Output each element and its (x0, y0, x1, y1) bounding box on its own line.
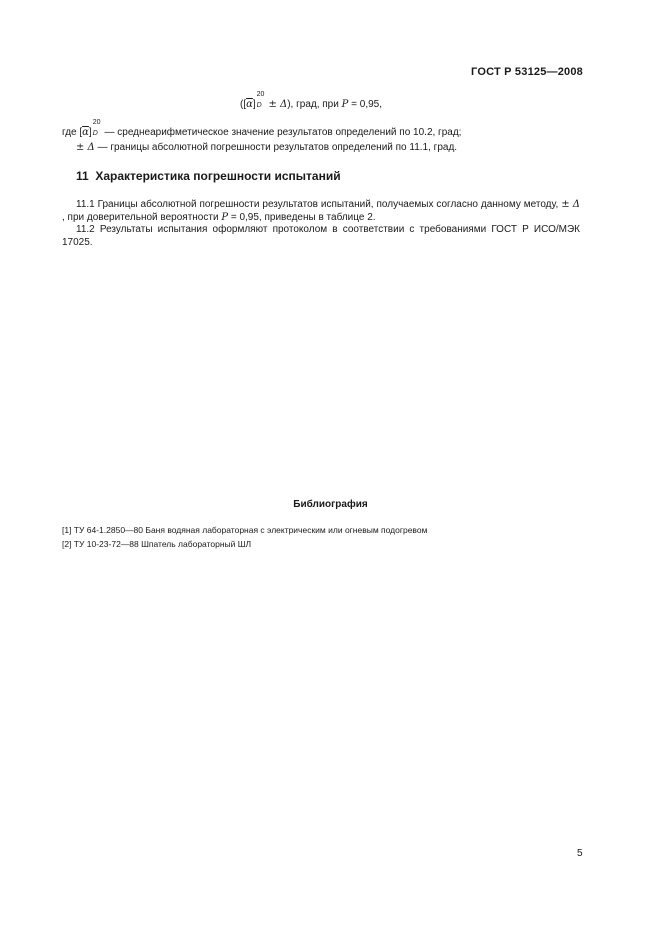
section-heading (76, 169, 341, 183)
where-alpha-symbol: $\overline{\alpha}$ (82, 127, 89, 138)
where-text: — среднеарифметическое значение результатов определений по 10.2, град; (101, 127, 462, 138)
formula-plus-minus-delta: ± Δ (268, 99, 288, 110)
bibliography-item: [2] ТУ 10-23-72—88 Шпатель лабораторный ШЛ (62, 539, 252, 549)
where-indices (92, 119, 102, 137)
paragraph-11-1-part1: 11.1 Границы абсолютной погрешности результатов испытаний, получаемых согласно данному методу, (76, 199, 562, 210)
section-title: Характеристика погрешности испытаний (95, 169, 341, 183)
alpha-symbol: $\overline{\alpha}$ (246, 99, 253, 110)
page-number: 5 (577, 848, 583, 859)
paragraph-11-2-text: 11.2 Результаты испытания оформляют протоколом в соответствии с требованиями ГОСТ Р ИСО/МЭК 17025. (62, 224, 580, 248)
standard-header: ГОСТ Р 53125—2008 (471, 66, 583, 78)
formula-close-bracket: ] (252, 99, 256, 110)
where-definition (62, 119, 462, 138)
delta-text: — границы абсолютной погрешности результатов определений по 11.1, град. (94, 142, 458, 153)
formula-superscript: 20 (256, 91, 265, 98)
where-prefix: где [ (62, 127, 83, 138)
formula-open: ([ (240, 99, 247, 110)
paragraph-11-1-p-variable: P (221, 211, 229, 223)
paragraph-11-1-part2: , при доверительной вероятности (62, 211, 222, 223)
delta-symbol: ± Δ (76, 142, 95, 153)
formula-p-value: = 0,95, (348, 99, 382, 110)
formula-indices (256, 91, 266, 109)
formula-subscript: D (256, 102, 262, 109)
bibliography-item: [1] ТУ 64-1.2850—80 Баня водяная лабораторная с электрическим или огневым подогревом (62, 525, 428, 535)
where-subscript: D (92, 130, 98, 137)
where-superscript: 20 (92, 119, 101, 126)
paragraph-11-1 (62, 199, 580, 224)
delta-definition (76, 142, 457, 153)
bibliography-title: Библиография (293, 499, 368, 510)
paragraph-11-1-part3: = 0,95, приведены в таблице 2. (228, 211, 376, 223)
formula-tail: ), град, при (287, 99, 339, 110)
formula-expression (240, 91, 382, 110)
where-close-bracket: ] (88, 127, 92, 138)
formula-p-variable: P (341, 99, 349, 110)
section-number: 11 (76, 169, 89, 183)
paragraph-11-2 (62, 224, 580, 249)
paragraph-11-1-delta-symbol: ± Δ (561, 199, 580, 210)
